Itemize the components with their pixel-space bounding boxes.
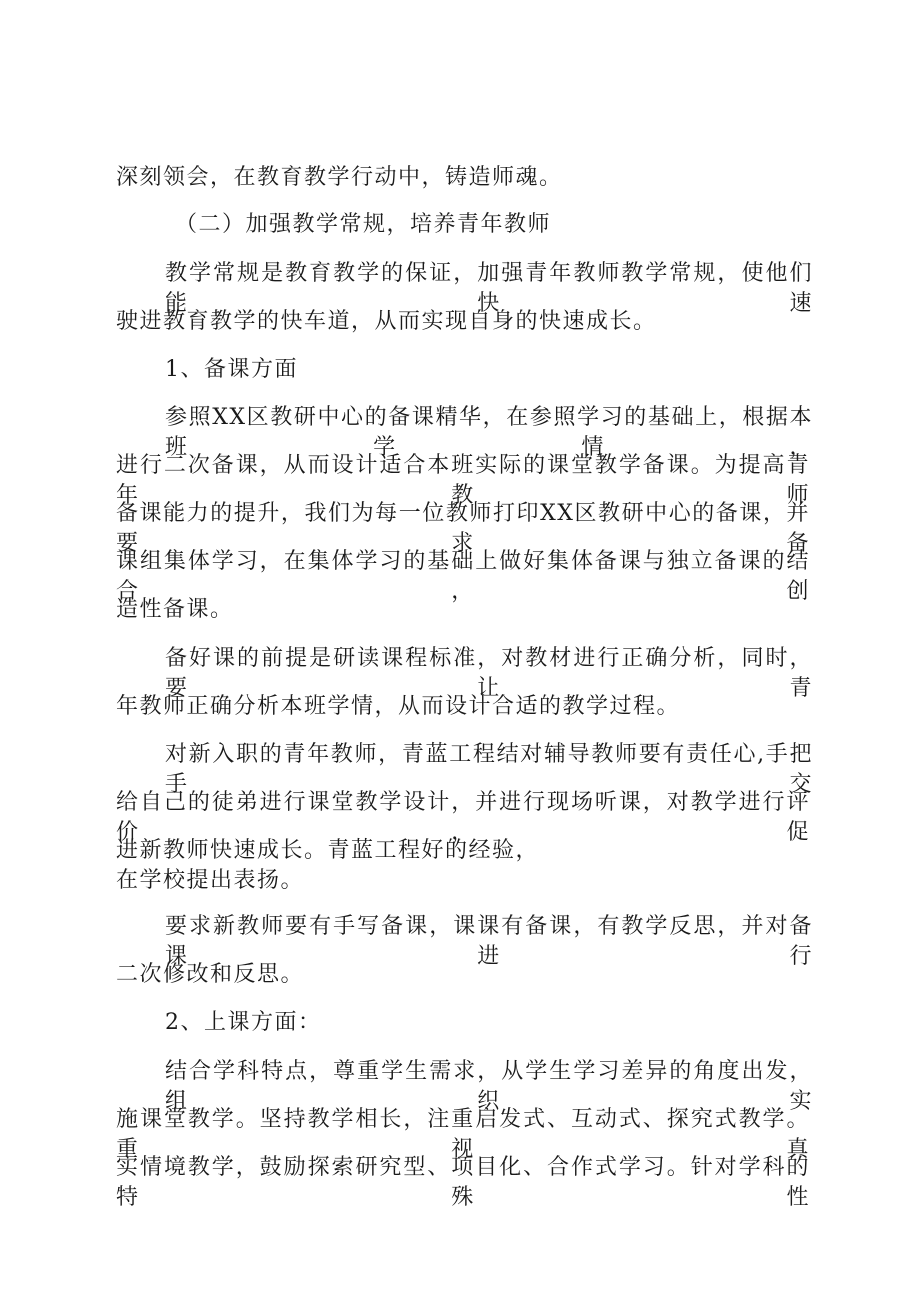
paragraph-line: 结合学科特点，尊重学生需求，从学生学习差异的角度出发，组织实: [165, 1059, 813, 1114]
paragraph-line: 年教师正确分析本班学情，从而设计合适的教学过程。: [116, 694, 681, 719]
paragraph-line: 进新教师快速成长。青蓝工程好的经验，: [116, 838, 540, 863]
paragraph-line: 实情境教学，鼓励探索研究型、项目化、合作式学习。针对学科的特殊性: [116, 1155, 810, 1210]
paragraph-line: 进行二次备课，从而设计适合本班实际的课堂教学备课。为提高青年教师: [116, 453, 810, 508]
paragraph-line: 备好课的前提是研读课程标准，对教材进行正确分析，同时，要让青: [165, 646, 813, 701]
paragraph-line: 给自己的徒弟进行课堂教学设计，并进行现场听课，对教学进行评价，促: [116, 790, 810, 845]
paragraph-line: 课组集体学习，在集体学习的基础上做好集体备课与独立备课的结合，创: [116, 549, 810, 604]
paragraph-line: 对新入职的青年教师，青蓝工程结对辅导教师要有责任心,手把手交: [165, 742, 813, 797]
subsection-heading: 1、备课方面: [165, 357, 298, 382]
paragraph-line: 造性备课。: [116, 597, 234, 622]
paragraph-line: 参照XX区教研中心的备课精华，在参照学习的基础上，根据本班学情，: [165, 405, 813, 460]
paragraph-line: 施课堂教学。坚持教学相长，注重启发式、互动式、探究式教学。重视真: [116, 1107, 810, 1162]
section-heading: （二）加强教学常规，培养青年教师: [175, 212, 552, 237]
subsection-heading: 2、上课方面：: [165, 1010, 322, 1035]
paragraph-line: 要求新教师要有手写备课，课课有备课，有教学反思，并对备课进行: [165, 914, 813, 969]
paragraph-line: 二次修改和反思。: [116, 962, 305, 987]
paragraph-line: 教学常规是教育教学的保证，加强青年教师教学常规，使他们能快速: [165, 261, 813, 316]
paragraph-line: 驶进教育教学的快车道，从而实现自身的快速成长。: [116, 309, 657, 334]
paragraph-line: 在学校提出表扬。: [116, 868, 305, 893]
paragraph-line: 备课能力的提升，我们为每一位教师打印XX区教研中心的备课，并要求备: [116, 501, 810, 556]
paragraph-line: 深刻领会，在教育教学行动中，铸造师魂。: [116, 165, 563, 190]
